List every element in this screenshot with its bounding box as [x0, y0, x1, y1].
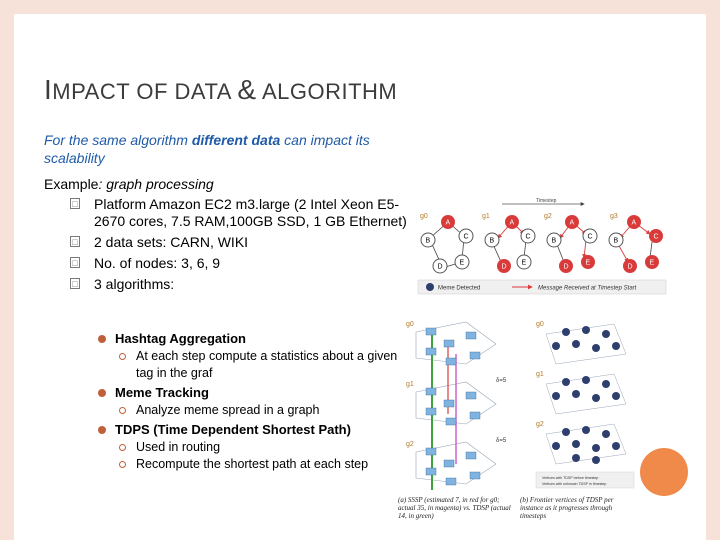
svg-text:D: D — [563, 263, 569, 271]
svg-text:B: B — [425, 237, 431, 245]
svg-text:A: A — [569, 219, 575, 227]
svg-text:E: E — [649, 259, 655, 267]
svg-text:D: D — [627, 263, 633, 271]
graph-g1 — [482, 213, 535, 273]
svg-text:g2: g2 — [406, 441, 414, 448]
svg-text:B: B — [551, 237, 557, 245]
svg-text:g1: g1 — [536, 371, 544, 378]
ring-bullet-icon — [119, 461, 126, 468]
svg-text:g0: g0 — [406, 321, 414, 328]
graph-g0 — [420, 213, 473, 273]
svg-text:A: A — [631, 219, 637, 227]
algorithm-sub-item: At each step compute a statistics about a given tag in the graf — [119, 348, 398, 382]
svg-text:g0: g0 — [420, 213, 428, 220]
bullet-dot-icon — [98, 389, 106, 397]
svg-text:C: C — [525, 233, 531, 241]
svg-text:g3: g3 — [610, 213, 618, 220]
bullet-item-platform: □ Platform Amazon EC2 m3.large (2 Intel Xeon E5-2670 cores, 7.5 RAM,100GB SSD, 1 GB Ethernet) — [70, 196, 410, 230]
checkbox-bullet-icon: □ — [70, 236, 80, 247]
svg-text:Vertices with unknown TDSP in: Vertices with unknown TDSP in timestep — [542, 482, 607, 486]
algorithm-hashtag: Hashtag Aggregation At each step compute a statistics about a given tag in the graf — [98, 330, 398, 382]
svg-text:g0: g0 — [536, 321, 544, 328]
svg-text:B: B — [613, 237, 619, 245]
algorithm-sub-item: Analyze meme spread in a graph — [119, 402, 398, 419]
decorative-orange-circle — [640, 448, 688, 496]
timestep-label: Timestep — [536, 198, 557, 204]
caption-b: (b) Frontier vertices of TDSP per instance as it progresses through timesteps — [520, 496, 614, 520]
slide-title: IMPACT OF DATA & ALGORITHM — [44, 74, 398, 105]
ring-bullet-icon — [119, 444, 126, 451]
svg-text:E: E — [521, 259, 527, 267]
svg-text:g2: g2 — [536, 421, 544, 428]
svg-text:δ=5: δ=5 — [496, 378, 507, 384]
svg-text:C: C — [587, 233, 593, 241]
graph-g3 — [609, 213, 663, 273]
slide-border-right — [706, 0, 720, 540]
meme-detected-icon — [426, 283, 434, 291]
bullet-item-datasets: □ 2 data sets: CARN, WIKI — [70, 234, 410, 251]
example-line: Example: graph processing — [44, 176, 214, 192]
svg-text:Meme Detected: Meme Detected — [438, 285, 481, 292]
svg-text:g2: g2 — [544, 213, 552, 220]
bullet-item-algorithms: □ 3 algorithms: — [70, 276, 410, 293]
svg-text:C: C — [653, 233, 659, 241]
bullet-item-nodes: □ No. of nodes: 3, 6, 9 — [70, 255, 410, 272]
svg-text:g1: g1 — [482, 213, 490, 220]
meme-tracking-figure — [416, 196, 668, 296]
checkbox-bullet-icon: □ — [70, 198, 80, 209]
algorithm-meme: Meme Tracking Analyze meme spread in a graph — [98, 384, 398, 419]
slide-border-left — [0, 0, 14, 540]
svg-text:Vertices with TDSP before time: Vertices with TDSP before timestep — [542, 476, 599, 480]
svg-text:A: A — [445, 219, 451, 227]
slide-border-top — [0, 0, 720, 14]
bullet-dot-icon — [98, 426, 106, 434]
tdsp-frontier-panel — [536, 321, 634, 488]
graph-g2 — [544, 213, 597, 273]
svg-text:A: A — [509, 219, 515, 227]
caption-a: (a) SSSP (estimated 7, in red for g0; actual 35, in magenta) vs. TDSP (actual 14, in green) — [398, 496, 511, 520]
svg-text:Message Received at Timestep S: Message Received at Timestep Start — [538, 285, 637, 292]
svg-text:D: D — [437, 263, 443, 271]
sssp-grid-panel — [406, 321, 507, 490]
algorithm-sub-item: Recompute the shortest path at each step — [119, 456, 398, 473]
svg-text:g1: g1 — [406, 381, 414, 388]
tdsp-figure — [396, 314, 636, 536]
slide-subtitle: For the same algorithm different data can impact its scalability — [44, 132, 370, 166]
svg-text:B: B — [489, 237, 495, 245]
algorithm-sub-item: Used in routing — [119, 439, 398, 456]
svg-text:E: E — [585, 259, 591, 267]
ring-bullet-icon — [119, 407, 126, 414]
bullet-list — [70, 196, 410, 297]
svg-text:D: D — [501, 263, 507, 271]
algorithm-tdps: TDPS (Time Dependent Shortest Path) Used in routing Recompute the shortest path at each step — [98, 421, 398, 473]
svg-text:C: C — [463, 233, 469, 241]
checkbox-bullet-icon: □ — [70, 257, 80, 268]
algorithm-list — [98, 328, 398, 475]
svg-text:E: E — [459, 259, 465, 267]
checkbox-bullet-icon: □ — [70, 278, 80, 289]
ring-bullet-icon — [119, 353, 126, 360]
svg-text:δ=5: δ=5 — [496, 438, 507, 444]
bullet-dot-icon — [98, 335, 106, 343]
